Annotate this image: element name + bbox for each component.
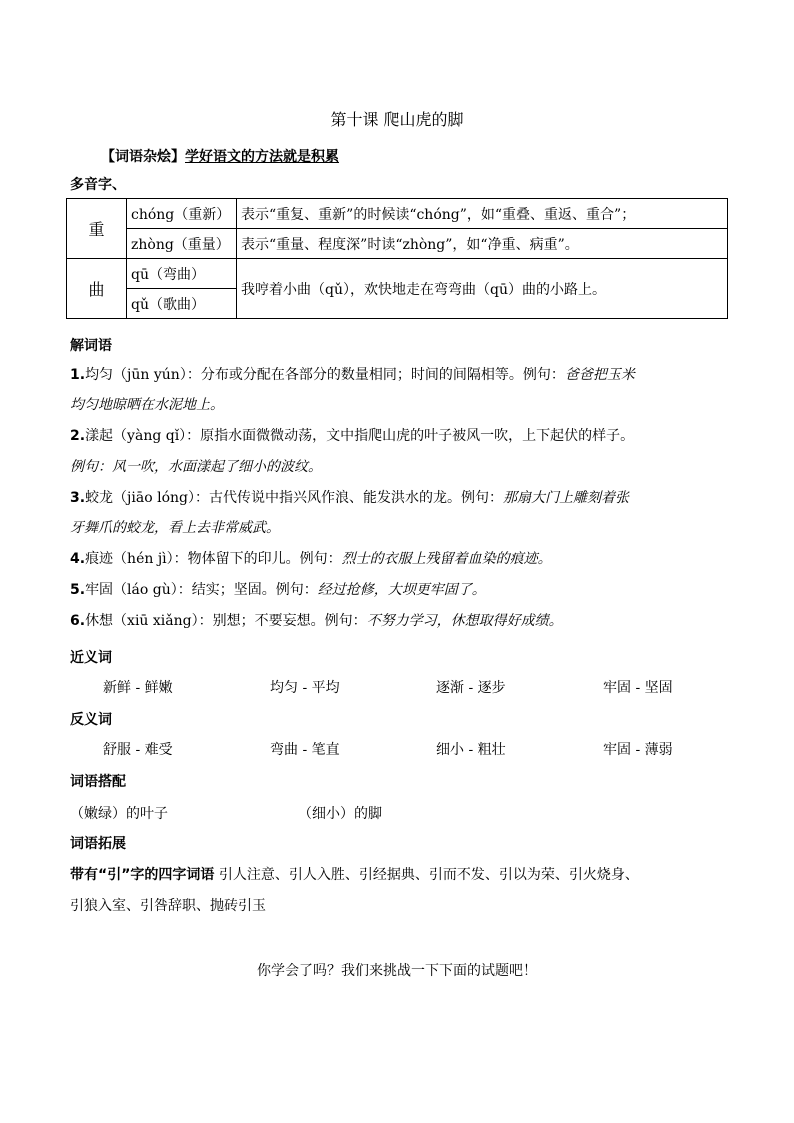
table-row bbox=[67, 199, 728, 229]
table-row bbox=[67, 229, 728, 259]
collocation-item: （细小）的脚 bbox=[298, 806, 382, 822]
table-row bbox=[67, 259, 728, 289]
poly-char: 曲 bbox=[67, 259, 127, 319]
item-example: 烈士的衣服上残留着血染的痕迹。 bbox=[341, 551, 552, 567]
collocation-heading: 词语搭配 bbox=[70, 774, 126, 790]
antonym-pair: 舒服 - 难受 bbox=[103, 742, 173, 758]
list-item bbox=[70, 486, 629, 510]
item-definition: 均匀（jūn yún）：分布或分配在各部分的数量相同；时间的间隔相等。例句： bbox=[85, 367, 565, 383]
item-definition: 蛟龙（jiāo lóng）：古代传说中指兴风作浪、能发洪水的龙。例句： bbox=[85, 490, 503, 506]
poly-char: 重 bbox=[67, 199, 127, 259]
poly-reading: qǔ（歌曲） bbox=[127, 289, 237, 319]
header-tag: 【词语杂烩】 bbox=[101, 149, 185, 165]
item-example: 爸爸把玉米 bbox=[564, 367, 635, 383]
expansion-label: 带有“引”字的四字词语 bbox=[70, 867, 215, 883]
synonym-pair: 新鲜 - 鲜嫩 bbox=[103, 680, 173, 696]
polyphonic-heading: 多音字、 bbox=[70, 177, 126, 193]
poly-note: 我哼着小曲（qǔ），欢快地走在弯弯曲（qū）曲的小路上。 bbox=[237, 259, 728, 319]
poly-reading: chóng（重新） bbox=[127, 199, 237, 229]
synonyms-heading: 近义词 bbox=[70, 650, 112, 666]
list-item bbox=[70, 578, 486, 602]
antonym-pair: 细小 - 粗壮 bbox=[436, 742, 506, 758]
item-definition: 休想（xiū xiǎng）：别想；不要妄想。例句： bbox=[85, 613, 367, 629]
poly-note: 表示“重量、程度深”时读“zhòng”，如“净重、病重”。 bbox=[237, 229, 728, 259]
synonym-pair: 逐渐 - 逐步 bbox=[436, 680, 506, 696]
collocation-item: （嫩绿）的叶子 bbox=[70, 806, 168, 822]
item-example-cont: 牙舞爪的蛟龙，看上去非常威武。 bbox=[70, 520, 280, 536]
item-number: 3. bbox=[70, 490, 86, 506]
expansion-line bbox=[70, 864, 639, 884]
closing-line: 你学会了吗？我们来挑战一下下面的试题吧！ bbox=[257, 963, 537, 979]
item-definition: 痕迹（hén jì）：物体留下的印儿。例句： bbox=[85, 551, 342, 567]
explain-heading: 解词语 bbox=[70, 338, 112, 354]
poly-reading: qū（弯曲） bbox=[127, 259, 237, 289]
synonym-pair: 均匀 - 平均 bbox=[270, 680, 340, 696]
polyphonic-table bbox=[66, 198, 728, 319]
item-number: 4. bbox=[70, 551, 86, 567]
list-item bbox=[70, 547, 552, 571]
antonyms-heading: 反义词 bbox=[70, 712, 112, 728]
item-number: 5. bbox=[70, 582, 86, 598]
poly-reading: zhòng（重量） bbox=[127, 229, 237, 259]
item-example-cont: 例句：风一吹，水面漾起了细小的波纹。 bbox=[70, 459, 322, 475]
page-title: 第十课 爬山虎的脚 bbox=[330, 110, 464, 129]
expansion-words: 引人注意、引人入胜、引经据典、引而不发、引以为荣、引火烧身、 bbox=[218, 867, 639, 883]
section-header bbox=[101, 146, 339, 166]
item-example: 不努力学习，休想取得好成绩。 bbox=[366, 613, 563, 629]
antonym-pair: 牢固 - 薄弱 bbox=[603, 742, 673, 758]
item-example: 经过抢修，大坝更牢固了。 bbox=[317, 582, 486, 598]
list-item bbox=[70, 609, 563, 633]
item-number: 6. bbox=[70, 613, 86, 629]
expansion-words-cont: 引狼入室、引咎辞职、抛砖引玉 bbox=[70, 898, 266, 914]
list-item bbox=[70, 424, 634, 448]
item-example-cont: 均匀地晾晒在水泥地上。 bbox=[70, 397, 224, 413]
antonym-pair: 弯曲 - 笔直 bbox=[270, 742, 340, 758]
synonym-pair: 牢固 - 坚固 bbox=[603, 680, 673, 696]
item-number: 1. bbox=[70, 367, 86, 383]
item-number: 2. bbox=[70, 428, 86, 444]
item-definition: 牢固（láo gù）：结实；坚固。例句： bbox=[85, 582, 318, 598]
item-definition: 漾起（yàng qǐ）：原指水面微微动荡，文中指爬山虎的叶子被风一吹，上下起伏的样子。 bbox=[85, 428, 635, 444]
header-motto: 学好语文的方法就是积累 bbox=[185, 149, 339, 165]
list-item bbox=[70, 363, 635, 387]
poly-note: 表示“重复、重新”的时候读“chóng”，如“重叠、重返、重合”； bbox=[237, 199, 728, 229]
expansion-heading: 词语拓展 bbox=[70, 836, 126, 852]
item-example: 那扇大门上雕刻着张 bbox=[503, 490, 629, 506]
